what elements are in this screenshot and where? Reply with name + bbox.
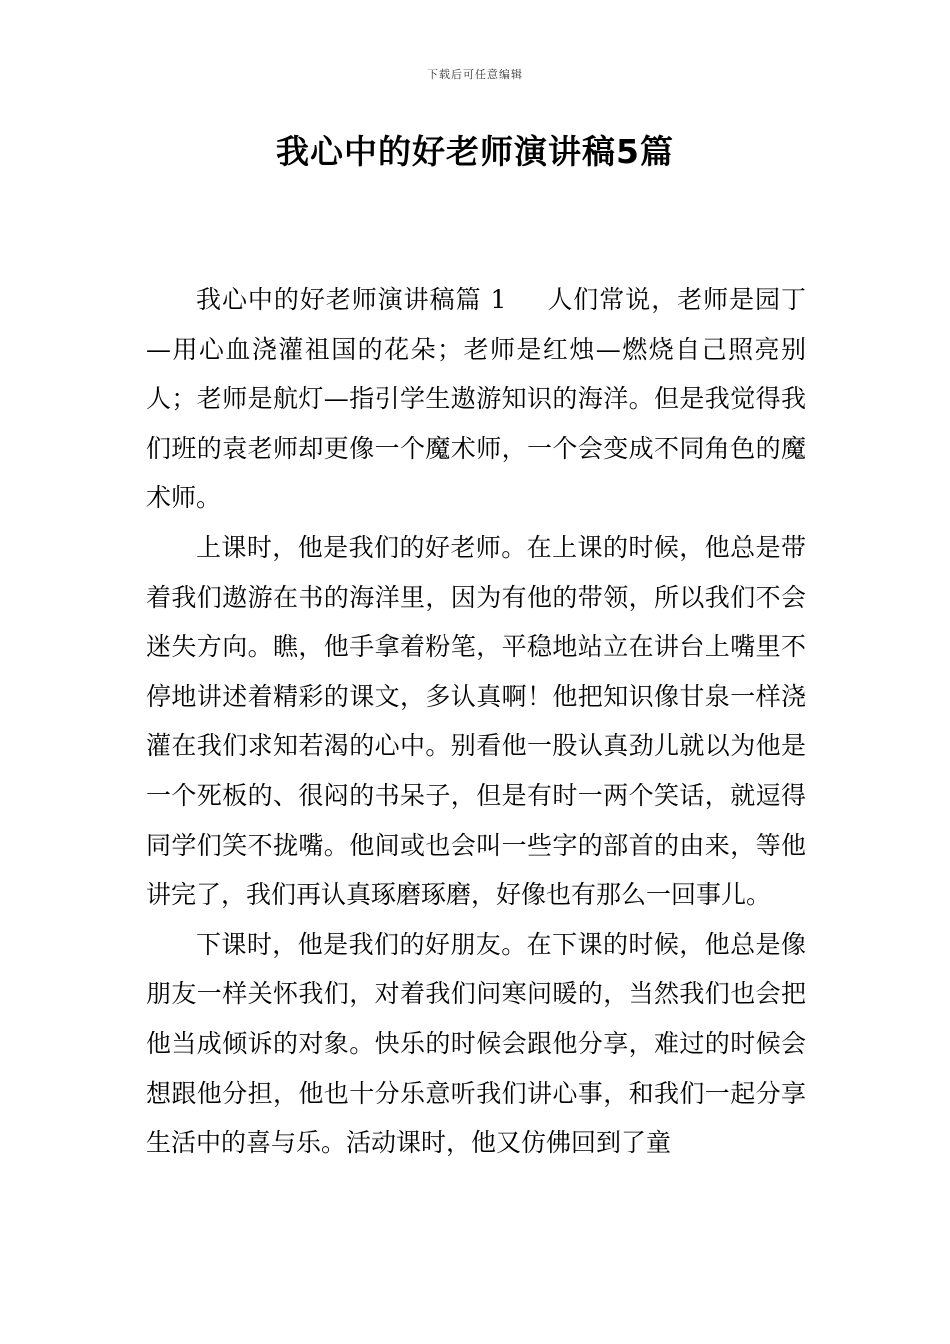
speech-heading: 我心中的好老师演讲稿篇 1 <box>196 285 507 314</box>
paragraph-2: 上课时，他是我们的好老师。在上课的时候，他总是带着我们遨游在书的海洋里，因为有他的带领，所以我们不会迷失方向。瞧，他手拿着粉笔，平稳地站立在讲台上嘴里不停地讲述着精彩的课文，多认真啊！他把知识像甘泉一样浇灌在我们求知若渴的心中。别看他一股认真劲儿就以为他是一个死板的、很闷的书呆子，但是有时一两个笑话，就逗得同学们笑不拢嘴。他间或也会叫一些字的部首的由来，等他讲完了，我们再认真琢磨琢磨，好像也有那么一回事儿。 <box>146 532 806 910</box>
paragraph-1 <box>146 275 806 523</box>
document-title: 我心中的好老师演讲稿5篇 <box>276 132 674 171</box>
header-note: 下载后可任意编辑 <box>427 68 523 81</box>
paragraph-1-text: 人们常说，老师是园丁—用心血浇灌祖国的花朵；老师是红烛—燃烧自己照亮别人；老师是航灯—指引学生遨游知识的海洋。但是我觉得我们班的袁老师却更像一个魔术师，一个会变成不同角色的魔术师。 <box>146 285 806 513</box>
paragraph-3: 下课时，他是我们的好朋友。在下课的时候，他总是像朋友一样关怀我们，对着我们问寒问暖的，当然我们也会把他当成倾诉的对象。快乐的时候会跟他分享，难过的时候会想跟他分担，他也十分乐意听我们讲心事，和我们一起分享生活中的喜与乐。活动课时，他又仿佛回到了童 <box>146 929 806 1158</box>
document-body <box>146 275 806 1168</box>
